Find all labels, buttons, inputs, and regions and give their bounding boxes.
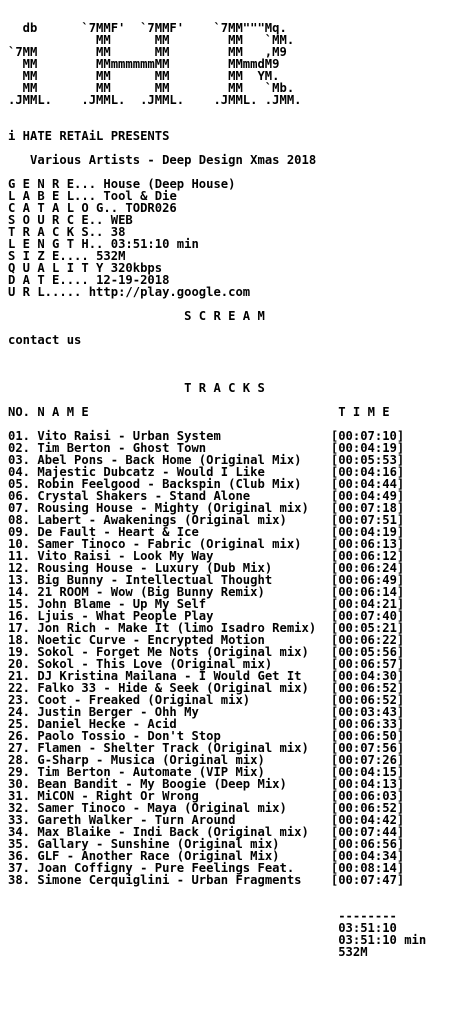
track-time: [00:06:14] [330, 585, 405, 599]
track-name: Daniel Hecke - Acid [37, 717, 177, 731]
track-number: 11. [8, 549, 31, 563]
total-length: 03:51:10 min [338, 933, 427, 947]
track-time: [00:06:57] [330, 657, 405, 671]
track-name: 21 ROOM - Wow (Big Bunny Remix) [37, 585, 265, 599]
track-number: 17. [8, 621, 31, 635]
track-number: 34. [8, 825, 31, 839]
track-time: [00:06:13] [330, 537, 405, 551]
track-name: Tim Berton - Ghost Town [37, 441, 207, 455]
track-number: 05. [8, 477, 31, 491]
track-number: 13. [8, 573, 31, 587]
track-time: [00:08:14] [330, 861, 405, 875]
info-label: G E N R E... [8, 177, 97, 191]
track-number: 35. [8, 837, 31, 851]
track-time: [00:04:13] [330, 777, 405, 791]
track-time: [00:04:30] [330, 669, 405, 683]
info-label: C A T A L O G.. [8, 201, 119, 215]
track-name: Samer Tinoco - Fabric (Original mix) [37, 537, 302, 551]
track-number: 36. [8, 849, 31, 863]
col-no-header: NO. [8, 405, 31, 419]
track-number: 09. [8, 525, 31, 539]
track-name: Samer Tinoco - Maya (Original mix) [37, 801, 287, 815]
info-block [8, 177, 250, 299]
track-name: Justin Berger - Ohh My [37, 705, 199, 719]
tracks-header-row [8, 405, 390, 419]
track-time: [00:06:24] [330, 561, 405, 575]
track-time: [00:07:51] [330, 513, 405, 527]
track-number: 33. [8, 813, 31, 827]
track-name: Falko 33 - Hide & Seek (Original mix) [37, 681, 309, 695]
track-number: 30. [8, 777, 31, 791]
info-row [8, 285, 250, 299]
info-value: House (Deep House) [103, 177, 236, 191]
track-number: 14. [8, 585, 31, 599]
track-time: [00:07:56] [330, 741, 405, 755]
track-number: 21. [8, 669, 31, 683]
track-name: Abel Pons - Back Home (Original Mix) [37, 453, 302, 467]
track-number: 01. [8, 429, 31, 443]
track-number: 31. [8, 789, 31, 803]
track-time: [00:06:56] [330, 837, 405, 851]
track-number: 07. [8, 501, 31, 515]
track-name: Max Blaike - Indi Back (Original mix) [37, 825, 309, 839]
track-time: [00:06:33] [330, 717, 405, 731]
info-label: D A T E.... [8, 273, 89, 287]
scream-heading: S C R E A M [184, 309, 265, 323]
info-label: T R A C K S.. [8, 225, 104, 239]
track-name: DJ Kristina Mailana - I Would Get It [37, 669, 302, 683]
track-number: 04. [8, 465, 31, 479]
track-name: Coot - Freaked (Original mix) [37, 693, 251, 707]
info-value: 320kbps [110, 261, 163, 275]
track-time: [00:05:56] [330, 645, 405, 659]
track-number: 10. [8, 537, 31, 551]
track-number: 02. [8, 441, 31, 455]
total-time: 03:51:10 [338, 921, 397, 935]
track-time: [00:04:19] [330, 441, 405, 455]
track-name: Tim Berton - Automate (VIP Mix) [37, 765, 265, 779]
track-time: [00:07:18] [330, 501, 405, 515]
info-label: Q U A L I T Y [8, 261, 104, 275]
info-value: 12-19-2018 [96, 273, 170, 287]
track-time: [00:03:43] [330, 705, 405, 719]
info-value: Tool & Die [103, 189, 177, 203]
track-name: G-Sharp - Musica (Original mix) [37, 753, 265, 767]
track-list [8, 429, 404, 887]
track-name: Crystal Shakers - Stand Alone [37, 489, 251, 503]
track-time: [00:06:50] [330, 729, 405, 743]
track-time: [00:06:22] [330, 633, 405, 647]
track-name: Ljuis - What People Play [37, 609, 214, 623]
track-name: Noetic Curve - Encrypted Motion [37, 633, 265, 647]
info-value: 532M [96, 249, 126, 263]
col-time-header: T I M E [338, 405, 390, 419]
track-name: Majestic Dubcatz - Would I Like [37, 465, 265, 479]
track-name: John Blame - Up My Self [37, 597, 207, 611]
info-value: WEB [110, 213, 133, 227]
ascii-logo: db `7MMF' `7MMF' `7MM"""Mq. MM MM MM `MM. `7MM MM MM MM ,M9 MM MMmmmmmmMM MMmmdM9 MM MM MM MM YM. MM MM MM MM `Mb. .JMML. .JMML. .JMML. .JMML. .JMM. [8, 21, 302, 107]
track-time: [00:04:44] [330, 477, 405, 491]
track-number: 16. [8, 609, 31, 623]
track-number: 08. [8, 513, 31, 527]
track-number: 26. [8, 729, 31, 743]
track-name: Jon Rich - Make It (limo Isadro Remix) [37, 621, 317, 635]
col-name-header: N A M E [37, 405, 89, 419]
info-label: L E N G T H.. [8, 237, 104, 251]
track-number: 23. [8, 693, 31, 707]
track-name: Bean Bandit - My Boogie (Deep Mix) [37, 777, 287, 791]
track-name: Flamen - Shelter Track (Original mix) [37, 741, 309, 755]
track-name: Gareth Walker - Turn Around [37, 813, 236, 827]
track-name: Paolo Tossio - Don't Stop [37, 729, 221, 743]
track-time: [00:06:52] [330, 681, 405, 695]
track-name: Simone Cerquiglini - Urban Fragments [37, 873, 302, 887]
track-number: 37. [8, 861, 31, 875]
track-name: Sokol - Forget Me Nots (Original mix) [37, 645, 309, 659]
track-number: 03. [8, 453, 31, 467]
contact-us-link[interactable]: contact us [8, 333, 82, 347]
track-name: Vito Raisi - Urban System [37, 429, 221, 443]
track-number: 20. [8, 657, 31, 671]
info-value: 03:51:10 min [110, 237, 199, 251]
track-time: [00:06:49] [330, 573, 405, 587]
track-number: 27. [8, 741, 31, 755]
info-label: S O U R C E.. [8, 213, 104, 227]
info-value: http://play.google.com [88, 285, 251, 299]
track-time: [00:04:34] [330, 849, 405, 863]
track-row [8, 873, 404, 887]
track-number: 32. [8, 801, 31, 815]
track-name: Robin Feelgood - Backspin (Club Mix) [37, 477, 302, 491]
tracks-heading: T R A C K S [184, 381, 265, 395]
track-time: [00:06:12] [330, 549, 405, 563]
track-time: [00:05:21] [330, 621, 405, 635]
track-time: [00:07:40] [330, 609, 405, 623]
track-name: Gallary - Sunshine (Original mix) [37, 837, 280, 851]
track-time: [00:04:21] [330, 597, 405, 611]
track-name: Sokol - This Love (Original mix) [37, 657, 273, 671]
info-label: S I Z E.... [8, 249, 89, 263]
track-number: 29. [8, 765, 31, 779]
release-title: Various Artists - Deep Design Xmas 2018 [30, 153, 317, 167]
track-name: Big Bunny - Intellectual Thought [37, 573, 273, 587]
track-name: Joan Coffigny - Pure Feelings Feat. [37, 861, 295, 875]
track-number: 06. [8, 489, 31, 503]
track-time: [00:06:52] [330, 693, 405, 707]
track-name: Rousing House - Mighty (Original mix) [37, 501, 309, 515]
track-number: 19. [8, 645, 31, 659]
track-number: 18. [8, 633, 31, 647]
track-time: [00:06:03] [330, 789, 405, 803]
track-name: Labert - Awakenings (Original mix) [37, 513, 287, 527]
info-value: 38 [110, 225, 126, 239]
track-number: 22. [8, 681, 31, 695]
track-name: De Fault - Heart & Ice [37, 525, 199, 539]
track-time: [00:07:44] [330, 825, 405, 839]
info-label: U R L..... [8, 285, 82, 299]
track-time: [00:05:53] [330, 453, 405, 467]
track-time: [00:04:49] [330, 489, 405, 503]
info-label: L A B E L... [8, 189, 97, 203]
track-number: 12. [8, 561, 31, 575]
track-time: [00:04:16] [330, 465, 405, 479]
track-name: MiCON - Right Or Wrong [37, 789, 199, 803]
track-number: 25. [8, 717, 31, 731]
track-name: Vito Raisi - Look My Way [37, 549, 214, 563]
total-size: 532M [338, 945, 368, 959]
track-time: [00:06:52] [330, 801, 405, 815]
track-name: Rousing House - Luxury (Dub Mix) [37, 561, 273, 575]
track-number: 24. [8, 705, 31, 719]
track-time: [00:04:19] [330, 525, 405, 539]
totals-rule: -------- [338, 909, 397, 923]
track-time: [00:04:15] [330, 765, 405, 779]
track-number: 38. [8, 873, 31, 887]
track-time: [00:07:10] [330, 429, 405, 443]
presents-line: i HATE RETAiL PRESENTS [8, 129, 170, 143]
info-value: TODR026 [125, 201, 177, 215]
track-number: 15. [8, 597, 31, 611]
track-time: [00:07:26] [330, 753, 405, 767]
track-number: 28. [8, 753, 31, 767]
track-name: GLF - Another Race (Original Mix) [37, 849, 280, 863]
track-time: [00:04:42] [330, 813, 405, 827]
track-time: [00:07:47] [330, 873, 405, 887]
